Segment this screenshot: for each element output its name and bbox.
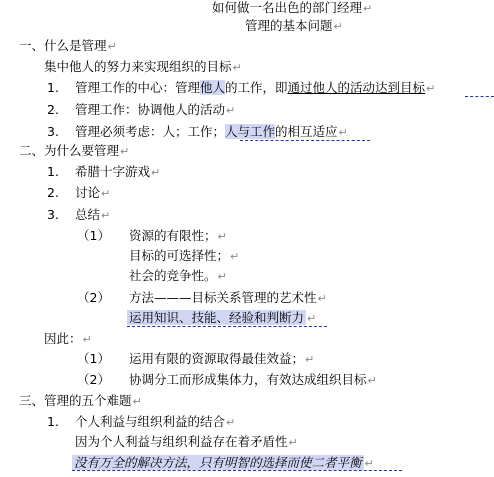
therefore-item-1: 运用有限的资源取得最佳效益；↵ bbox=[129, 351, 315, 366]
section-3-item-1: 个人利益与组织利益的结合↵ bbox=[75, 414, 236, 429]
revision-dashed-line bbox=[240, 140, 370, 141]
point-1-line-b: 目标的可选择性；↵ bbox=[129, 248, 240, 263]
list-number: 2. bbox=[47, 185, 59, 200]
point-1-line-c: 社会的竞争性。↵ bbox=[129, 268, 227, 283]
revision-dashed-line bbox=[465, 96, 494, 97]
highlight-text: 他人 bbox=[200, 80, 226, 95]
list-number: （1） bbox=[77, 228, 110, 243]
point-2-line-a: 方法———目标关系管理的艺术性↵ bbox=[129, 290, 327, 305]
section-1-item-3: 管理必须考虑：人；工作；人与工作的相互适应↵ bbox=[75, 124, 348, 139]
section-3-heading: 三、管理的五个难题↵ bbox=[19, 393, 142, 408]
point-1-line-a: 资源的有限性；↵ bbox=[129, 228, 227, 243]
list-number: 1. bbox=[47, 164, 59, 179]
section-1-heading: 一、什么是管理↵ bbox=[19, 38, 117, 53]
underlined-text: 通过他人的活动达到目标 bbox=[287, 80, 426, 95]
section-2-item-2: 讨论↵ bbox=[75, 185, 111, 200]
highlight-text: 没有万全的解决方法，只有明智的选择而使二者平衡 bbox=[74, 455, 362, 470]
section-2-item-3: 总结↵ bbox=[75, 207, 111, 222]
list-number: （2） bbox=[77, 372, 110, 387]
section-1-item-2: 管理工作：协调他人的活动↵ bbox=[75, 102, 236, 117]
highlight-text: 人与工作 bbox=[225, 124, 276, 139]
section-1-intro: 集中他人的努力来实现组织的目标↵ bbox=[44, 59, 242, 74]
therefore-item-2: 协调分工而形成集体力，有效达成组织目标↵ bbox=[129, 372, 377, 387]
point-2-line-b: 运用知识、技能、经验和判断力 ↵ bbox=[129, 310, 317, 325]
section-3-item-1-a: 因为个人利益与组织利益存在着矛盾性↵ bbox=[75, 434, 298, 449]
list-number: （2） bbox=[77, 290, 110, 305]
therefore-label: 因此：↵ bbox=[44, 331, 92, 346]
section-2-item-1: 希腊十字游戏↵ bbox=[75, 164, 161, 179]
revision-dashed-line bbox=[72, 470, 402, 471]
list-number: 2. bbox=[47, 102, 59, 117]
doc-title: 如何做一名出色的部门经理↵ bbox=[212, 0, 373, 15]
section-3-item-1-b: 没有万全的解决方法，只有明智的选择而使二者平衡 ↵ bbox=[74, 455, 374, 470]
list-number: 3. bbox=[47, 124, 59, 139]
doc-subtitle: 管理的基本问题↵ bbox=[245, 18, 343, 33]
list-number: 3. bbox=[47, 207, 59, 222]
section-2-heading: 二、为什么要管理↵ bbox=[19, 143, 130, 158]
list-number: 1. bbox=[47, 80, 59, 95]
list-number: 1. bbox=[47, 414, 59, 429]
list-number: （1） bbox=[77, 351, 110, 366]
highlight-text: 运用知识、技能、经验和判断力 bbox=[129, 310, 305, 325]
section-1-item-1: 管理工作的中心：管理他人的工作，即通过他人的活动达到目标↵ bbox=[75, 80, 436, 95]
revision-dashed-line bbox=[127, 326, 327, 327]
